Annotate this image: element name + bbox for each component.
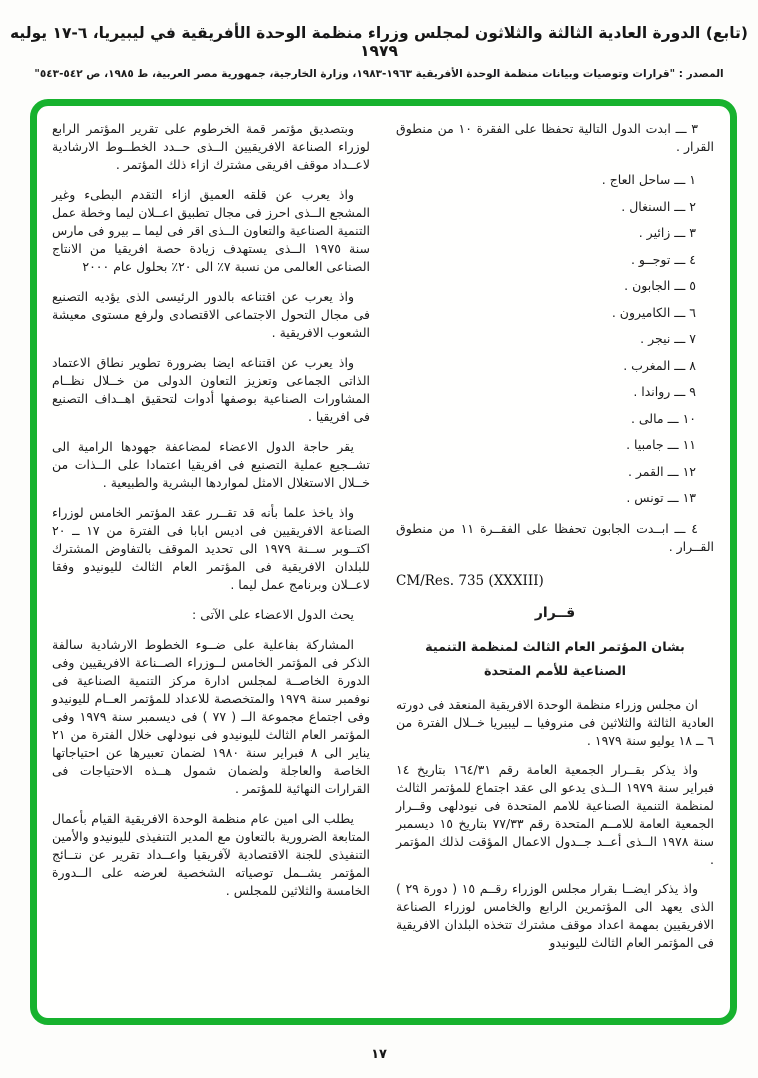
resolution-title: قــرار — [534, 604, 576, 621]
paragraph: يقر حاجة الدول الاعضاء لمضاعفة جهودها الرامية الى تشــجيع عملية التصنيع فى افريقيا اعتمادا على الــذات من خــلال الاستغلال الامثل لمواردها البشرية والطبيعية . — [52, 439, 370, 490]
paragraph: واذ يعرب عن اقتناعه ايضا بضرورة تطوير نطاق الاعتماد الذاتى الجماعى وتعزيز التعاون الدولى من خــلال نظــام المشاورات الصناعية بوصفها أدوات لتحقيق اهــداف التصنيع فى افريقيا . — [52, 355, 370, 424]
paragraph: واذ يذكر ايضــا بقرار مجلس الوزراء رقــم ١٥ ( دورة ٢٩ ) الذى يعهد الى المؤتمرين الرابع والخامس لوزراء الصناعة الافريقيين بمهمة اعداد موقف مشترك تتخذه البلدان الافريقية فى المؤتمر العام الثالث لليونيدو — [396, 880, 714, 950]
country-list-item: ٦ ـــ الكاميرون . — [611, 304, 696, 320]
paragraph: وبتصديق مؤتمر قمة الخرطوم على تقرير المؤتمر الرابع لوزراء الصناعة الافريقيين الــذى حــدد الخطــوط الارشادية لاعــداد موقف افريقى مشترك ازاء ذلك المؤتمر . — [52, 121, 370, 172]
paragraph: واذ يذكر بقــرار الجمعية العامة رقم ١٦٤/٣١ بتاريخ ١٤ فبراير سنة ١٩٧٩ الــذى يدعو الى عقد اجتماع للمؤتمر الثالث لمنظمة التنمية الصناعية للامم المتحدة فى نيودلهى وقــرار الجمعية العامة للامــم المتحدة رقم ٧٧/٣٣ بتاريخ ١٥ ديسمبر سنة ١٩٧٨ الــذى أعــد جــدول الاعمال المؤقت لذلك المؤتمر . — [396, 761, 714, 867]
page-number: ١٧ — [371, 1047, 387, 1062]
resolution-subtitle — [396, 636, 714, 684]
country-list-item: ٩ ـــ رواندا . — [633, 384, 696, 399]
country-list-item: ٢ ـــ السنغال . — [621, 198, 696, 214]
right-column — [396, 120, 714, 1008]
country-list-item: ١٣ ـــ تونس . — [626, 490, 696, 505]
country-list-item: ١ ـــ ساحل العاج . — [601, 172, 696, 187]
country-list-item: ٤ ـــ توجــو . — [630, 251, 696, 267]
session-title: (تابع) الدورة العادية الثالثة والثلاثون لمجلس وزراء منظمة الوحدة الأفريقية في ليبيريا، ٦-١٧ يوليه ١٩٧٩ — [10, 24, 748, 60]
country-list — [396, 167, 714, 512]
paragraph: واذ يعرب عن قلقه العميق ازاء التقدم البطىء وغير المشجع الــذى احرز فى مجال تطبيق اعــلان ليما وخطة عمل التنمية الصناعية والتعاون الــذى اقر فى ليما ــ بيرو فى مارس سنة ١٩٧٥ الــذى يستهدف زيادة حصة افريقيا من الانتاج الصناعى العالمى من نسبة ٧٪ الى ٢٠٪ بحلول عام ٢٠٠٠ — [52, 187, 371, 274]
country-list-item: ٥ ـــ الجابون . — [624, 278, 696, 293]
source-citation: المصدر : "قرارات وتوصيات وبيانات منظمة الوحدة الأفريقية ١٩٦٣-١٩٨٣، وزارة الخارجية، جمهورية مصر العربية، ط ١٩٨٥، ص ٥٤٢-٥٤٣" — [34, 68, 724, 80]
paragraph: واذ يعرب عن اقتناعه بالدور الرئيسى الذى يؤديه التصنيع فى مجال التحول الاجتماعى الاقتصادى ولرفع مستوى معيشة الشعوب الافريقية . — [52, 289, 370, 340]
document-header — [0, 24, 758, 80]
right-column-paragraphs — [396, 696, 714, 952]
left-column — [52, 120, 370, 1008]
paragraph-reservation-11: ٤ ـــ ابــدت الجابون تحفظا على الفقــرة ١١ من منطوق القــرار . — [396, 520, 714, 554]
paragraph: يحث الدول الاعضاء على الآتى : — [192, 607, 354, 622]
paragraph: ان مجلس وزراء منظمة الوحدة الافريقية المنعقد فى دورته العادية الثالثة والثلاثين فى منروفيا ــ ليبيريا خــلال الفترة من ٦ ــ ١٨ يوليو سنة ١٩٧٩ . — [396, 696, 714, 748]
paragraph: واذ ياخذ علما بأنه قد تقــرر عقد المؤتمر الخامس لوزراء الصناعة الافريقيين فى اديس ابابا فى الفترة من ١٧ ــ ٢٠ اكتــوبر ســنة ١٩٧٩ الى تحديد الموقف بالتفاوض المشترك للبلدان الافريقية فى المؤتمر العام الثالث لليونيدو وفقا لاعــلان وبرنامج عمل ليما . — [52, 505, 370, 592]
document-frame — [30, 99, 737, 1025]
country-list-item: ٨ ـــ المغرب . — [623, 357, 696, 373]
country-list-item: ١٠ ـــ مالى . — [630, 410, 696, 426]
country-list-item: ١٢ ـــ القمر . — [627, 463, 696, 479]
resolution-subtitle-line1: بشان المؤتمر العام الثالث لمنظمة التنمية — [425, 639, 685, 655]
paragraph: يطلب الى امين عام منظمة الوحدة الافريقية القيام بأعمال المتابعة الضرورية بالتعاون مع المدير التنفيذى لليونيدو والأمين التنفيذى للجنة الاقتصادية لآفريقيا واعــداد تقرير عن نتــائج المؤتمر يشــمل توصياته الشخصية لعرضه على الــدورة الخامسة والثلاثين للمجلس . — [52, 811, 370, 898]
country-list-item: ٣ ـــ زائير . — [638, 225, 696, 240]
paragraph: المشاركة بفاعلية على ضــوء الخطوط الارشادية سالفة الذكر فى المؤتمر الخامس لــوزراء الصــناعة الافريقيين وفى الدورة الخاصــة لمجلس ادارة مركز التنمية الصناعية فى نوفمبر سنة ١٩٧٩ والمتخصصة للاعداد للمؤتمر العــام لليونيدو وفى اجتماع مجموعة الــ ( ٧٧ ) فى ديسمبر سنة ١٩٧٩ وفى المؤتمر العام الثالث لليونيدو فى نيودلهى خلال الفترة من ٢١ يناير الى ٨ فبراير سنة ١٩٨٠ لضمان تعبيرها عن احتياجاتها الخاصة والعاجلة ولضمان شمول هــذه الاحتياجات فى القرارات النهائية للمؤتمر . — [52, 637, 371, 796]
resolution-reference: CM/Res. 735 (XXXIII) — [396, 572, 544, 589]
country-list-item: ١١ ـــ جامبيا . — [626, 437, 696, 452]
paragraph-reservation-10: ٣ ـــ ابدت الدول التالية تحفظا على الفقرة ١٠ من منطوق القرار . — [396, 121, 714, 154]
country-list-item: ٧ ـــ نيجر . — [640, 331, 696, 346]
resolution-subtitle-line2: الصناعية للأمم المتحدة — [483, 663, 627, 679]
